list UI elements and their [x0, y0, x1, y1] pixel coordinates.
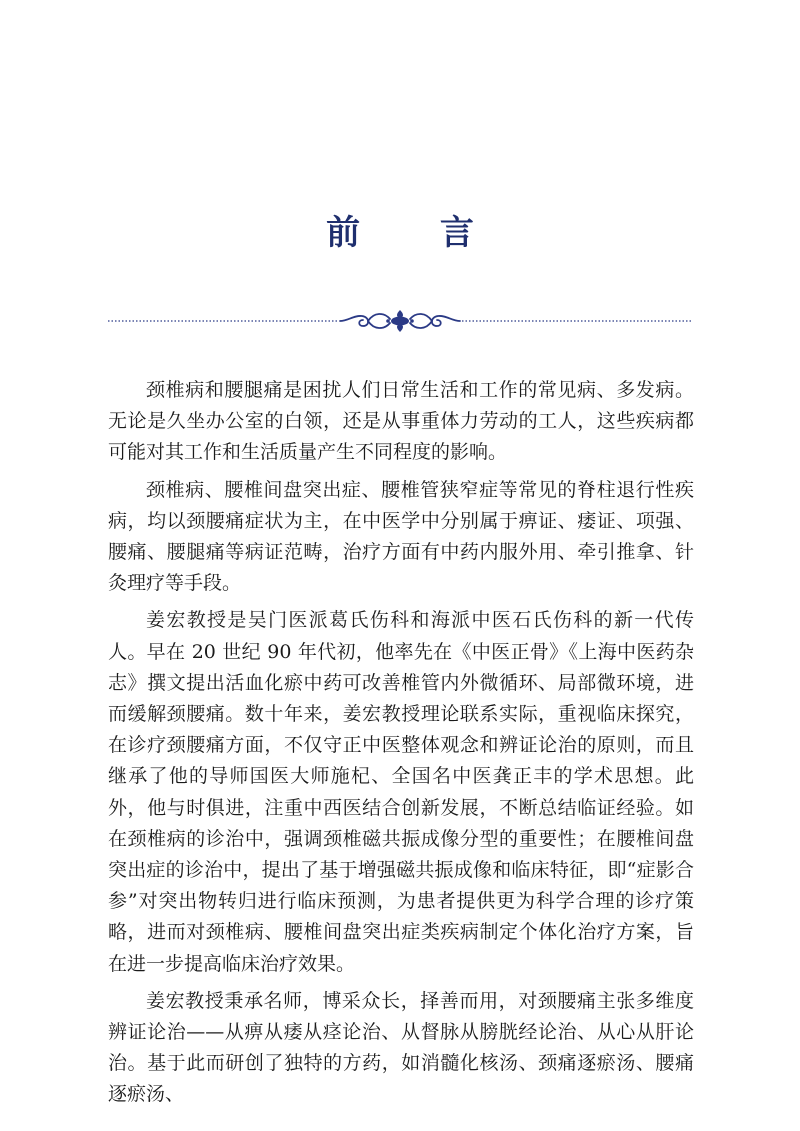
body-text — [108, 375, 694, 1117]
flourish-ornament-icon — [108, 306, 692, 336]
paragraph-2: 颈椎病、腰椎间盘突出症、腰椎管狭窄症等常见的脊柱退行性疾病，均以颈腰痛症状为主，在中医学中分别属于痹证、痿证、项强、腰痛、腰腿痛等病证范畴，治疗方面有中药内服外用、牵引推拿、针灸理疗等手段。 — [108, 478, 694, 595]
paragraph-4: 姜宏教授秉承名师，博采众长，择善而用，对颈腰痛主张多维度辨证论治——从痹从痿从痉论治、从督脉从膀胱经论治、从心从肝论治。基于此而研创了独特的方药，如消髓化核汤、颈痛逐瘀汤、腰痛逐瘀汤、 — [108, 989, 694, 1106]
paragraph-3: 姜宏教授是吴门医派葛氏伤科和海派中医石氏伤科的新一代传人。早在 20 世纪 90 年代初，他率先在《中医正骨》《上海中医药杂志》撰文提出活血化瘀中药可改善椎管内外微循环、局部微环境，进而缓解颈腰痛。数十年来，姜宏教授理论联系实际，重视临床探究，在诊疗颈腰痛方面，不仅守正中医整体观念和辨证论治的原则，而且继承了他的导师国医大师施杞、全国名中医龚正丰的学术思想。此外，他与时俱进，注重中西医结合创新发展，不断总结临证经验。如在颈椎病的诊治中，强调颈椎磁共振成像分型的重要性；在腰椎间盘突出症的诊治中，提出了基于增强磁共振成像和临床特征，即“症影合参”对突出物转归进行临床预测，为患者提供更为科学合理的诊疗策略，进而对颈椎病、腰椎间盘突出症类疾病制定个体化治疗方案，旨在进一步提高临床治疗效果。 — [108, 609, 694, 975]
ornamental-divider — [108, 306, 692, 336]
paragraph-1: 颈椎病和腰腿痛是困扰人们日常生活和工作的常见病、多发病。无论是久坐办公室的白领，还是从事重体力劳动的工人，这些疾病都可能对其工作和生活质量产生不同程度的影响。 — [108, 379, 694, 464]
page-title: 前 言 — [326, 213, 508, 253]
